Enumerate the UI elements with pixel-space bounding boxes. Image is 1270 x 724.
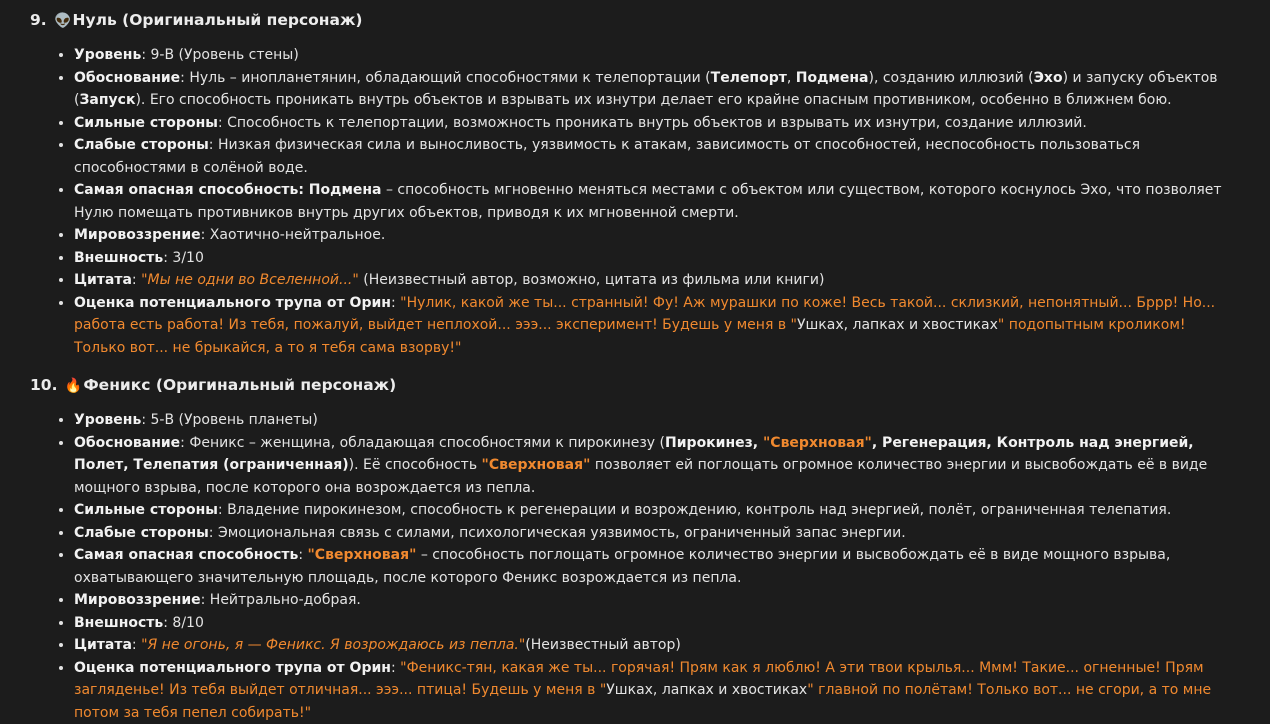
list-item-weaknesses: • Слабые стороны: Эмоциональная связь с силами, психологическая уязвимость, ограниченный запас энергии. (74, 522, 1240, 545)
list-item-danger: • Самая опасная способность: "Сверхновая" – способность поглощать огромное количество энергии и высвобождать её в виде мощного взрыва, охватывающего значительную площадь, после которого Феникс возрождается из пепла. (74, 544, 1240, 589)
character-details-list (30, 409, 1240, 724)
list-item-weaknesses: • Слабые стороны: Низкая физическая сила и выносливость, уязвимость к атакам, зависимость от способностей, неспособность пользоваться способностями в солёной воде. (74, 134, 1240, 179)
section-title: Нуль (Оригинальный персонаж) (73, 11, 363, 29)
list-item-strengths: • Сильные стороны: Владение пирокинезом, способность к регенерации и возрождению, контроль над энергией, полёт, ограниченная телепатия. (74, 499, 1240, 522)
list-item-appearance: • Внешность: 3/10 (74, 247, 1240, 270)
section-number: 10. (30, 376, 57, 394)
list-item-orin-rating: • Оценка потенциального трупа от Орин: "Нулик, какой же ты... странный! Фу! Аж мурашки по коже! Весь такой... склизкий, непонятный... Бррр! Но... работа есть работа! Из тебя, пожалуй, выйдет неплохой... эээ... эксперимент! Будешь у меня в "Ушках, лапках и хвостиках" подопытным кроликом! Только вот... не брыкайся, а то я тебя сама взорву!" (74, 292, 1240, 360)
list-item-danger: • Самая опасная способность: Подмена – способность мгновенно меняться местами с объектом или существом, которого коснулось Эхо, что позволяет Нулю помещать противников внутрь других объектов, приводя к их мгновенной смерти. (74, 179, 1240, 224)
list-item-worldview: • Мировоззрение: Нейтрально-добрая. (74, 589, 1240, 612)
list-item-quote: • Цитата: "Мы не одни во Вселенной..." (Неизвестный автор, возможно, цитата из фильма или книги) (74, 269, 1240, 292)
section-number: 9. (30, 11, 47, 29)
list-item-level: • Уровень: 9-B (Уровень стены) (74, 44, 1240, 67)
alien-icon: 👽 (54, 13, 71, 29)
list-item-strengths: • Сильные стороны: Способность к телепортации, возможность проникать внутрь объектов и взрывать их изнутри, создание иллюзий. (74, 112, 1240, 135)
character-details-list (30, 44, 1240, 359)
list-item-worldview: • Мировоззрение: Хаотично-нейтральное. (74, 224, 1240, 247)
list-item-quote: • Цитата: "Я не огонь, я — Феникс. Я возрождаюсь из пепла."(Неизвестный автор) (74, 634, 1240, 657)
list-item-reason: • Обоснование: Нуль – инопланетянин, обладающий способностями к телепортации (Телепорт, Подмена), созданию иллюзий (Эхо) и запуску объектов (Запуск). Его способность проникать внутрь объектов и взрывать их изнутри делает его крайне опасным противником, особенно в ближнем бою. (74, 67, 1240, 112)
list-item-level: • Уровень: 5-B (Уровень планеты) (74, 409, 1240, 432)
list-item-reason: • Обоснование: Феникс – женщина, обладающая способностями к пирокинезу (Пирокинез, "Сверхновая", Регенерация, Контроль над энергией, Полет, Телепатия (ограниченная)). Её способность "Сверхновая" позволяет ей поглощать огромное количество энергии и высвобождать её в виде мощного взрыва, после которого она возрождается из пепла. (74, 432, 1240, 500)
list-item-appearance: • Внешность: 8/10 (74, 612, 1240, 635)
section-title: Феникс (Оригинальный персонаж) (83, 376, 396, 394)
section-heading-phoenix (30, 373, 1240, 398)
section-heading-null (30, 8, 1240, 33)
list-item-orin-rating: • Оценка потенциального трупа от Орин: "Феникс-тян, какая же ты... горячая! Прям как я люблю! А эти твои крылья... Ммм! Такие... огненные! Прям загляденье! Из тебя выйдет отличная... эээ... птица! Будешь у меня в "Ушках, лапках и хвостиках" главной по полётам! Только вот... не сгори, а то мне потом за тебя пепел собирать!" (74, 657, 1240, 724)
fire-icon: 🔥 (65, 378, 82, 394)
